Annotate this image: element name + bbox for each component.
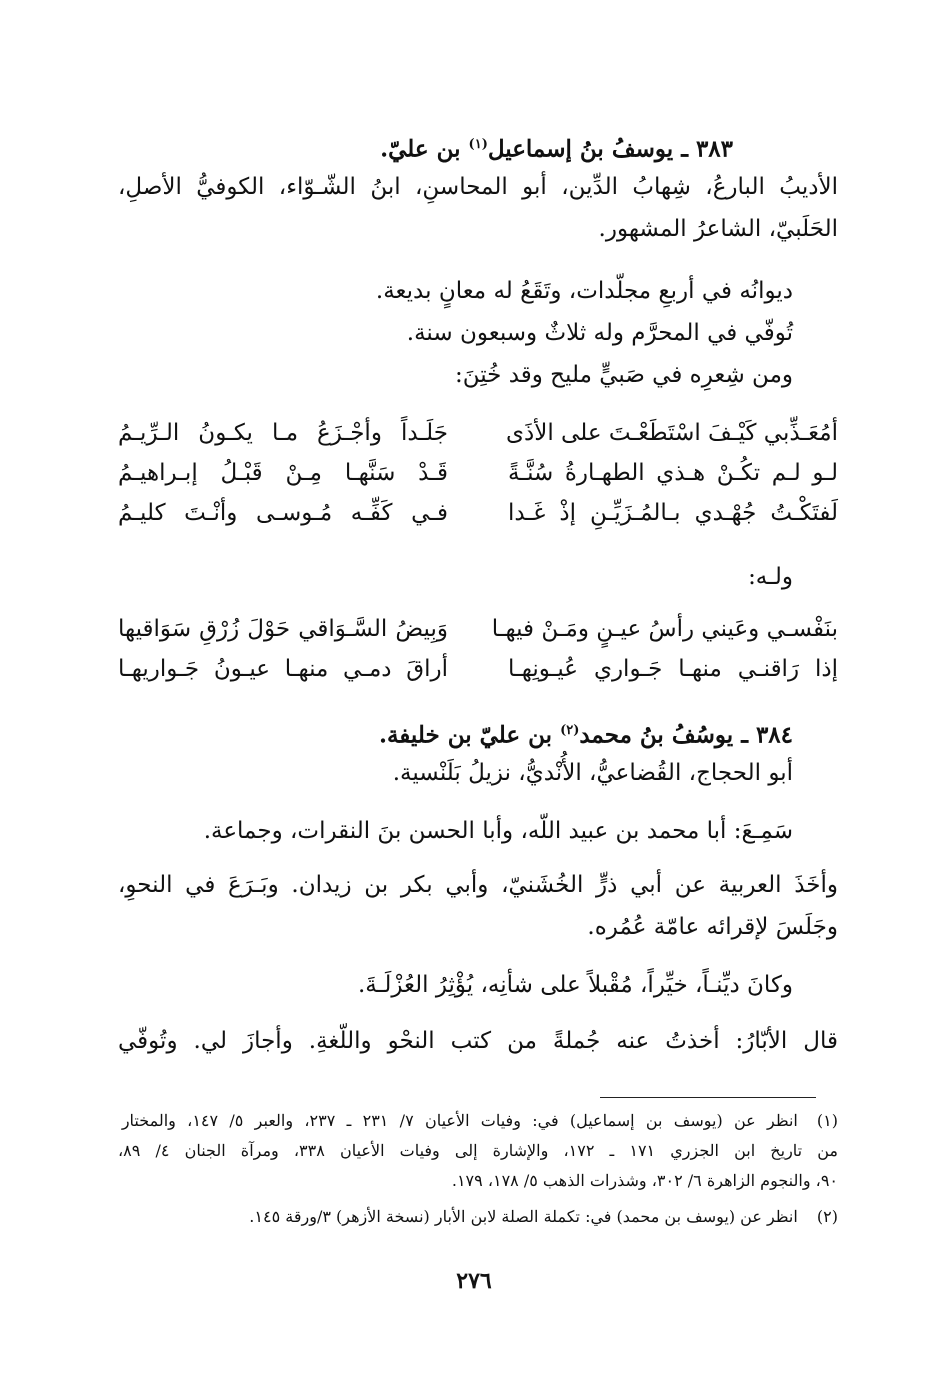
entry-384-heading xyxy=(379,716,793,751)
poem-1-verse xyxy=(118,460,838,494)
verse-first-hemistich: لـو لـم تكُـنْ هـذي الطهـارةُ سُنَّـةً xyxy=(508,460,838,486)
entry-384-title-tail: بن عليّ بن خليفة. xyxy=(378,721,561,749)
entry-384-line-3: وأخَذَ العربية عن أبي ذرٍّ الخُشَنيّ، وأبي بكر بن زيدان. وبَـرَعَ في النحوِ، xyxy=(118,872,838,898)
entry-384-line-2: سَمِـعَ: أبا محمد بن عبيد اللّه، وأبا الحسن بنَ النقرات، وجماعة. xyxy=(203,818,793,844)
poem-1-verse xyxy=(118,500,838,534)
footnote-1-text: انظر عن (يوسف بن إسماعيل) في: وفيات الأعيان ٧/ ٢٣١ ـ ٢٣٧، والعبر ٥/ ١٤٧، والمختار xyxy=(121,1111,798,1130)
footnote-1-line-3: ٩٠، والنجوم الزاهرة ٦/ ٣٠٢، وشذرات الذهب ٥/ ١٧٨، ١٧٩. xyxy=(451,1171,838,1190)
entry-383-line-5: ومن شِعرِه في صَبيٍّ مليح وقد خُتِنَ: xyxy=(454,362,793,388)
entry-384-line-1: أبو الحجاج، القُضاعيُّ، الأُنْديُّ، نزيلُ بَلَنْسية. xyxy=(392,760,793,786)
footnote-2-line-1 xyxy=(118,1204,838,1230)
entry-383-line-4: تُوفّي في المحرَّم وله ثلاثٌ وسبعون سنة. xyxy=(406,320,793,346)
entry-383-line-2: الحَلَبيّ، الشاعرُ المشهور. xyxy=(598,216,838,242)
poem-1-verse xyxy=(118,420,838,454)
entry-383-heading xyxy=(380,130,733,165)
footnote-1-line-1 xyxy=(118,1108,838,1134)
footnote-1-line-2: من تاريخ ابن الجزري ١٧١ ـ ١٧٢، والإشارة إلى وفيات الأعيان ٣٣٨، ومرآة الجنان ٤/ ٨٩، xyxy=(118,1141,839,1160)
entry-384-line-4: وجَلَسَ لإقرائه عامّة عُمُره. xyxy=(587,914,838,940)
verse-second-hemistich: جَلَـداً وأجْـزَعُ مـا يكـونُ الـرِّيـمُ xyxy=(118,420,448,446)
footnote-2-number: (٢) xyxy=(816,1207,838,1226)
verse-second-hemistich: فـي كَفِّـه مُـوسـى وأنْـتَ كليـمُ xyxy=(118,500,448,526)
verse-second-hemistich: قَـدْ سَنَّهـا مِـنْ قَبْـلُ إبـراهيـمُ xyxy=(118,460,448,486)
entry-383-title: ٣٨٣ ـ يوسفُ بنُ إسماعيل xyxy=(487,135,733,163)
verse-first-hemistich: بنَفْسـي وعَيني رأسُ عيـنٍ ومَـنْ فيهـا xyxy=(491,616,838,642)
poem-2-verse xyxy=(118,616,838,650)
entry-383-line-6: ولـه: xyxy=(748,564,793,590)
footnote-divider xyxy=(600,1097,816,1098)
entry-383-line-3: ديوانُه في أربعِ مجلّدات، وتَقَعُ له معانٍ بديعة. xyxy=(375,278,793,304)
entry-383-line-1: الأديبُ البارعُ، شِهابُ الدِّين، أبو المحاسنِ، ابنُ الشّـوّاء، الكوفيُّ الأصلِ، xyxy=(118,174,838,200)
verse-first-hemistich: أمُعَـذِّبي كَيْـفَ اسْتَطَعْـتَ على الأذَى xyxy=(505,420,838,446)
page-number: ٢٧٦ xyxy=(456,1268,492,1294)
entry-383-title-tail: بن عليّ. xyxy=(380,135,469,163)
verse-first-hemistich: لَفتَكْـتُ جُهْـدي بـالمُـزَيِّـنِ إذْ غَـدا xyxy=(508,500,838,526)
verse-second-hemistich: أراقَ دمـي منهـا عيـونُ جَـواريهـا xyxy=(118,656,448,682)
entry-384-line-5: وكانَ ديِّنـاً، خيِّراً، مُقْبلاً على شأنِه، يُؤْثِرُ العُزْلَـةَ. xyxy=(357,972,793,998)
footnote-2-text: انظر عن (يوسف بن محمد) في: تكملة الصلة لابن الأبار (نسخة الأزهر) ٣/ورقة ١٤٥. xyxy=(249,1207,798,1226)
poem-2-verse xyxy=(118,656,838,690)
entry-384-title: ٣٨٤ ـ يوسُفُ بنُ محمد xyxy=(579,721,793,749)
footnote-1-number: (١) xyxy=(816,1111,838,1130)
footnote-marker-1: (١) xyxy=(468,137,488,152)
verse-first-hemistich: إذا رَاقنـي منهـا جَـواري عُيـونِهـا xyxy=(508,656,838,682)
verse-second-hemistich: وَبِيضُ السَّـوَاقي حَوْلَ زُرْقِ سَوَاقيها xyxy=(118,616,448,642)
footnote-marker-2: (٢) xyxy=(560,723,580,738)
entry-384-line-6: قال الأبّارُ: أخذتُ عنه جُملةً من كتب النحْو واللّغةِ. وأجازَ لي. وتُوفّي xyxy=(118,1028,838,1054)
